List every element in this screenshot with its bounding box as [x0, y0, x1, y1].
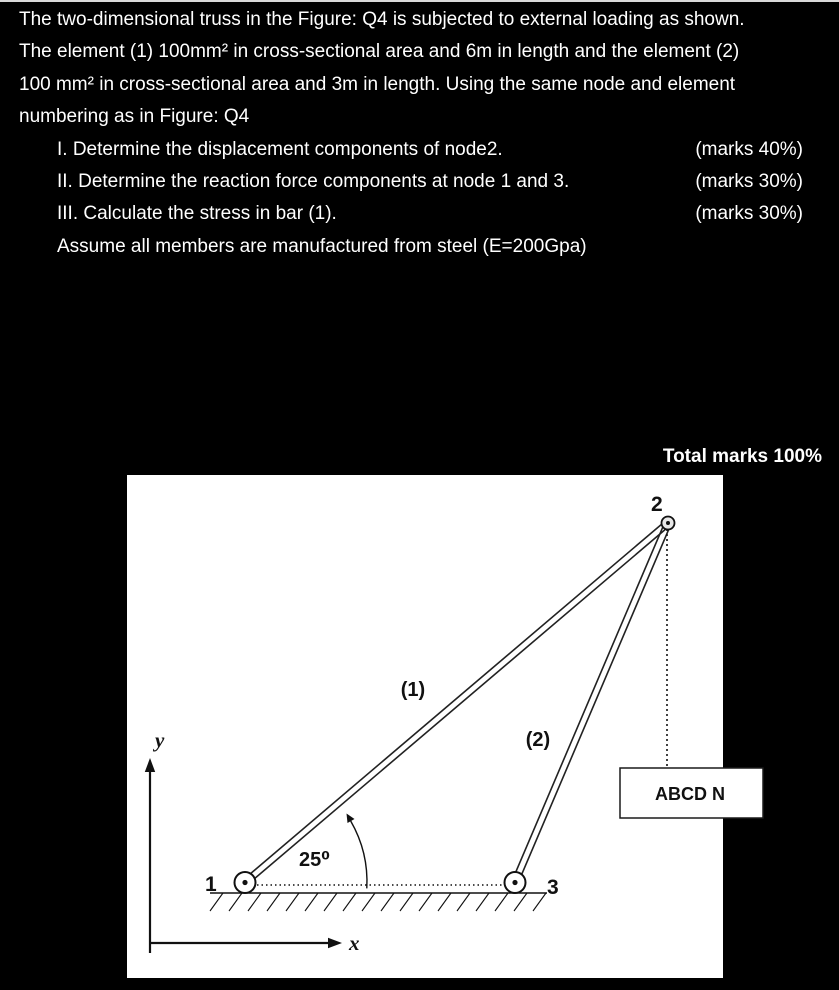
node2-pin: [662, 517, 675, 530]
angle-label: 25⁰: [299, 849, 331, 871]
node3-pin: [505, 872, 526, 893]
task-row: [19, 134, 803, 166]
problem-line: The two-dimensional truss in the Figure: Q4 is subjected to external loading as shown.: [19, 9, 745, 30]
axis-label-x: x: [349, 931, 360, 955]
element1-label: (1): [400, 679, 426, 701]
problem-line: 100 mm² in cross-sectional area and 3m in length. Using the same node and element: [19, 73, 736, 95]
load-label: ABCD N: [655, 784, 725, 804]
task-row: [19, 166, 803, 198]
problem-line: numbering as in Figure: Q4: [19, 106, 250, 128]
task-label: III. Calculate the stress in bar (1).: [57, 203, 337, 225]
problem-statement: [0, 2, 839, 263]
task-row: [19, 198, 803, 230]
node3-label: 3: [547, 876, 559, 899]
element2-label: (2): [525, 729, 551, 751]
task-marks: (marks 30%): [695, 171, 803, 193]
problem-line: The element (1) 100mm² in cross-sectional area and 6m in length and the element (2): [19, 41, 740, 63]
truss-figure: [127, 475, 767, 978]
task-marks: (marks 40%): [695, 138, 803, 160]
task-label: II. Determine the reaction force components at node 1 and 3.: [57, 171, 570, 193]
axis-label-y: y: [155, 728, 165, 752]
assumption-note: Assume all members are manufactured from steel (E=200Gpa): [57, 235, 587, 257]
task-marks: (marks 30%): [695, 203, 803, 225]
node1-pin: [235, 872, 256, 893]
task-list: [19, 134, 803, 231]
total-marks: Total marks 100%: [662, 446, 822, 467]
node2-label: 2: [651, 493, 663, 516]
task-label: I. Determine the displacement components of node2.: [57, 138, 503, 160]
node1-label: 1: [205, 873, 217, 896]
